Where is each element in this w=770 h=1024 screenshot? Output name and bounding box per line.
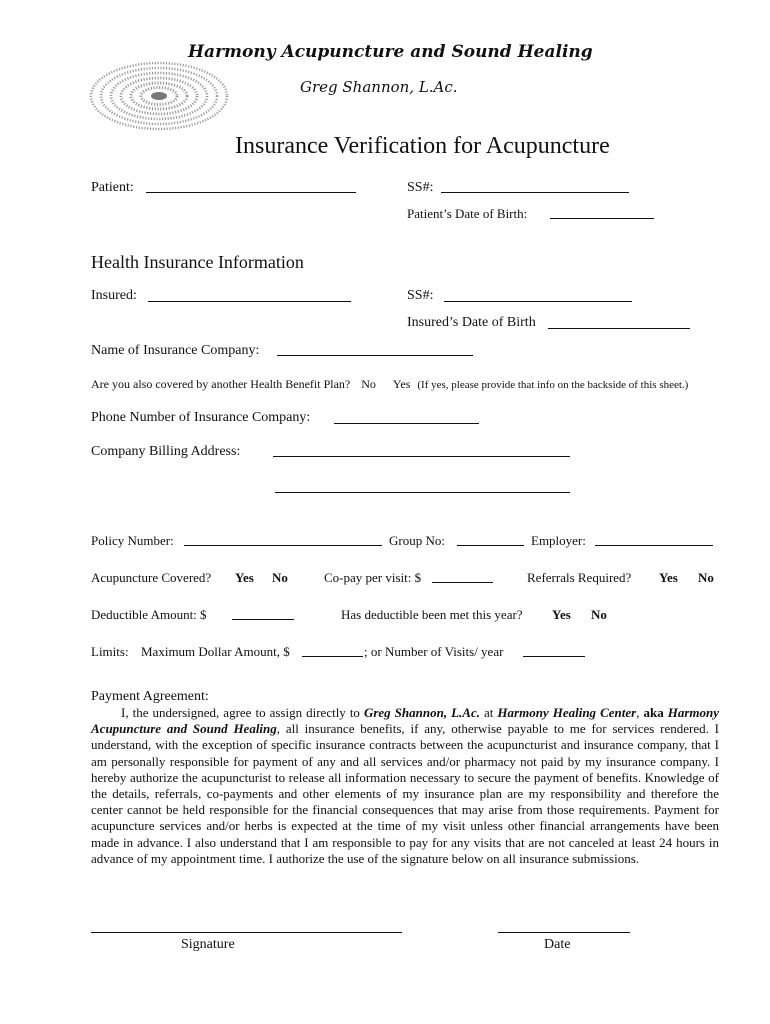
insured-dob-field[interactable]	[548, 328, 690, 329]
deductible-field[interactable]	[232, 619, 294, 620]
copay-field[interactable]	[432, 582, 493, 583]
employer-label: Employer:	[531, 533, 586, 548]
visits-label: ; or Number of Visits/ year	[364, 644, 504, 659]
patient-field[interactable]	[146, 192, 356, 193]
deductible-met-no[interactable]: No	[591, 607, 607, 622]
max-dollar-label: Maximum Dollar Amount, $	[141, 644, 290, 659]
page-title: Insurance Verification for Acupuncture	[235, 133, 610, 159]
acupuncture-covered-no[interactable]: No	[272, 570, 288, 585]
policy-number-label: Policy Number:	[91, 533, 174, 548]
max-dollar-field[interactable]	[302, 656, 363, 657]
other-plan-question	[91, 377, 688, 392]
deductible-label: Deductible Amount: $	[91, 607, 207, 622]
copay-label: Co-pay per visit: $	[324, 570, 422, 585]
acupuncture-covered-label: Acupuncture Covered?	[91, 570, 212, 585]
employer-field[interactable]	[595, 545, 713, 546]
health-insurance-heading: Health Insurance Information	[91, 252, 304, 272]
insured-ss-field[interactable]	[444, 301, 632, 302]
deductible-met-label: Has deductible been met this year?	[341, 607, 523, 622]
other-plan-yes[interactable]: Yes	[392, 377, 411, 391]
group-no-field[interactable]	[457, 545, 524, 546]
group-no-label: Group No:	[389, 533, 445, 548]
patient-dob-label: Patient’s Date of Birth:	[407, 206, 528, 221]
date-label: Date	[544, 937, 571, 952]
insurance-company-field[interactable]	[277, 355, 473, 356]
practice-name: Harmony Acupuncture and Sound Healing	[188, 42, 593, 62]
policy-number-field[interactable]	[184, 545, 382, 546]
date-field[interactable]	[498, 932, 630, 933]
deductible-met-yes[interactable]: Yes	[552, 607, 571, 622]
insurance-company-label: Name of Insurance Company:	[91, 343, 260, 358]
patient-label: Patient:	[91, 180, 134, 195]
concentric-sound-waves-icon	[88, 60, 230, 132]
insurance-phone-field[interactable]	[334, 423, 479, 424]
referrals-no[interactable]: No	[698, 570, 714, 585]
patient-ss-label: SS#:	[407, 180, 434, 195]
signature-label: Signature	[181, 937, 235, 952]
referrals-yes[interactable]: Yes	[659, 570, 678, 585]
insured-field[interactable]	[148, 301, 351, 302]
payment-agreement-text: I, the undersigned, agree to assign directly to Greg Shannon, L.Ac. at Harmony Healing Center, aka Harmony Acupuncture and Sound Healing, all insurance benefits, if any, otherwise payable to me for services rendered. I understand, with the exception of specific insurance contracts between the acupuncturist and insurance company, that I am personally responsible for payment of any and all services and/or pharmacy not paid by my insurance company. I hereby authorize the acupuncturist to release all information necessary to secure the payment of benefits. Knowledge of the details, referrals, co-payments and other elements of my insurance plan are my responsibility and therefore the center cannot be held responsible for the financial consequences that may arise from those requirements. Payment for acupuncture services and/or herbs is expected at the time of my visit unless other financial arrangements have been made in advance. I also understand that I am responsible to pay for any visits that are not canceled at least 24 hours in advance of my appointment time. I authorize the use of the signature below on all insurance submissions.	[91, 705, 720, 866]
insured-ss-label: SS#:	[407, 288, 434, 303]
billing-address-line-2[interactable]	[275, 492, 570, 493]
visits-field[interactable]	[523, 656, 585, 657]
patient-dob-field[interactable]	[550, 218, 654, 219]
insurance-phone-label: Phone Number of Insurance Company:	[91, 410, 311, 425]
insured-dob-label: Insured’s Date of Birth	[407, 315, 536, 330]
other-plan-question-text: Are you also covered by another Health Benefit Plan?	[91, 377, 351, 391]
acupuncture-covered-yes[interactable]: Yes	[235, 570, 254, 585]
signature-field[interactable]	[91, 932, 402, 933]
patient-ss-field[interactable]	[441, 192, 629, 193]
other-plan-no[interactable]: No	[361, 377, 376, 391]
payment-agreement-heading: Payment Agreement:	[91, 689, 209, 704]
billing-address-line-1[interactable]	[273, 456, 570, 457]
limits-label: Limits:	[91, 644, 129, 659]
insured-label: Insured:	[91, 288, 137, 303]
billing-address-label: Company Billing Address:	[91, 444, 241, 459]
practitioner-name: Greg Shannon, L.Ac.	[300, 78, 458, 96]
other-plan-note: (If yes, please provide that info on the backside of this sheet.)	[417, 379, 689, 391]
referrals-label: Referrals Required?	[527, 570, 632, 585]
